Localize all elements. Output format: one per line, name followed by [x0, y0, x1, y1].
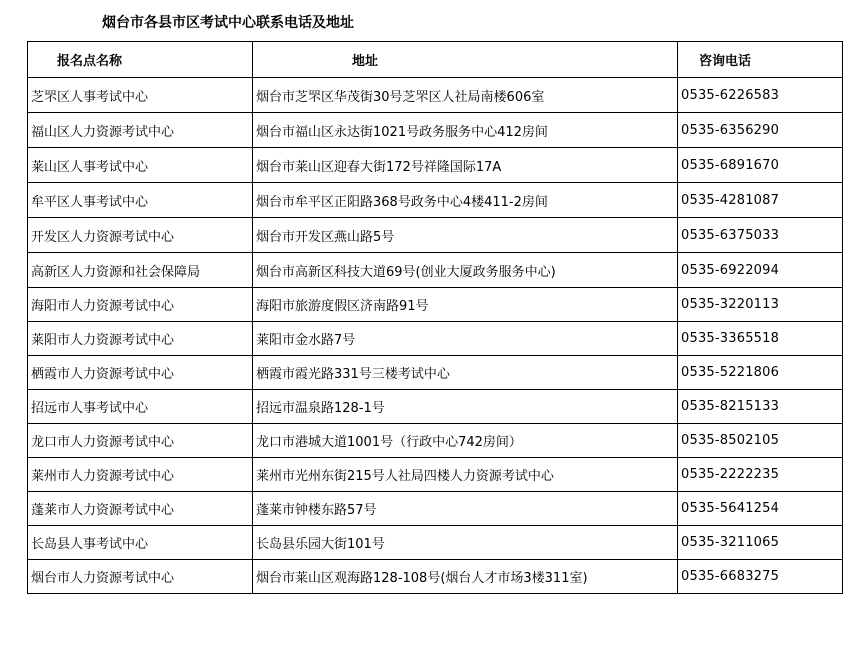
- address-cell: 烟台市芝罘区华茂街30号芝罘区人社局南楼606室: [253, 78, 678, 113]
- table-row: [28, 322, 843, 356]
- phone-cell: 0535-6891670: [678, 148, 843, 183]
- address-cell: 招远市温泉路128-1号: [253, 390, 678, 424]
- phone-cell: 0535-8215133: [678, 390, 843, 424]
- table-header-row: [28, 42, 843, 78]
- table-row: [28, 183, 843, 218]
- address-cell: 莱州市光州东街215号人社局四楼人力资源考试中心: [253, 458, 678, 492]
- address-cell: 烟台市莱山区观海路128-108号(烟台人才市场3楼311室): [253, 560, 678, 594]
- center-name-cell: 招远市人事考试中心: [28, 390, 253, 424]
- table-row: [28, 560, 843, 594]
- phone-cell: 0535-6922094: [678, 253, 843, 288]
- table-row: [28, 218, 843, 253]
- table-row: [28, 356, 843, 390]
- phone-cell: 0535-4281087: [678, 183, 843, 218]
- phone-cell: 0535-2222235: [678, 458, 843, 492]
- table-row: [28, 424, 843, 458]
- center-name-cell: 莱山区人事考试中心: [28, 148, 253, 183]
- address-cell: 栖霞市霞光路331号三楼考试中心: [253, 356, 678, 390]
- center-name-cell: 栖霞市人力资源考试中心: [28, 356, 253, 390]
- center-name-cell: 高新区人力资源和社会保障局: [28, 253, 253, 288]
- phone-cell: 0535-6683275: [678, 560, 843, 594]
- phone-cell: 0535-3211065: [678, 526, 843, 560]
- table-row: [28, 288, 843, 322]
- center-name-cell: 福山区人力资源考试中心: [28, 113, 253, 148]
- center-name-cell: 开发区人力资源考试中心: [28, 218, 253, 253]
- address-cell: 蓬莱市钟楼东路57号: [253, 492, 678, 526]
- table-row: [28, 148, 843, 183]
- phone-cell: 0535-6226583: [678, 78, 843, 113]
- contact-table: [27, 41, 843, 594]
- center-name-cell: 烟台市人力资源考试中心: [28, 560, 253, 594]
- phone-cell: 0535-3220113: [678, 288, 843, 322]
- address-cell: 龙口市港城大道1001号（行政中心742房间）: [253, 424, 678, 458]
- phone-cell: 0535-5221806: [678, 356, 843, 390]
- address-cell: 烟台市高新区科技大道69号(创业大厦政务服务中心): [253, 253, 678, 288]
- address-cell: 烟台市福山区永达街1021号政务服务中心412房间: [253, 113, 678, 148]
- address-cell: 长岛县乐园大街101号: [253, 526, 678, 560]
- table-row: [28, 458, 843, 492]
- center-name-cell: 海阳市人力资源考试中心: [28, 288, 253, 322]
- table-row: [28, 78, 843, 113]
- address-cell: 烟台市牟平区正阳路368号政务中心4楼411-2房间: [253, 183, 678, 218]
- center-name-cell: 龙口市人力资源考试中心: [28, 424, 253, 458]
- address-cell: 莱阳市金水路7号: [253, 322, 678, 356]
- table-row: [28, 113, 843, 148]
- column-header-phone: 咨询电话: [678, 42, 843, 78]
- phone-cell: 0535-6375033: [678, 218, 843, 253]
- center-name-cell: 莱阳市人力资源考试中心: [28, 322, 253, 356]
- table-row: [28, 253, 843, 288]
- center-name-cell: 芝罘区人事考试中心: [28, 78, 253, 113]
- center-name-cell: 蓬莱市人力资源考试中心: [28, 492, 253, 526]
- table-row: [28, 492, 843, 526]
- address-cell: 海阳市旅游度假区济南路91号: [253, 288, 678, 322]
- center-name-cell: 莱州市人力资源考试中心: [28, 458, 253, 492]
- column-header-name: 报名点名称: [28, 42, 253, 78]
- address-cell: 烟台市开发区燕山路5号: [253, 218, 678, 253]
- phone-cell: 0535-5641254: [678, 492, 843, 526]
- address-cell: 烟台市莱山区迎春大街172号祥隆国际17A: [253, 148, 678, 183]
- phone-cell: 0535-8502105: [678, 424, 843, 458]
- page-title: 烟台市各县市区考试中心联系电话及地址: [102, 15, 354, 31]
- table-row: [28, 390, 843, 424]
- center-name-cell: 牟平区人事考试中心: [28, 183, 253, 218]
- center-name-cell: 长岛县人事考试中心: [28, 526, 253, 560]
- column-header-address: 地址: [253, 42, 678, 78]
- phone-cell: 0535-6356290: [678, 113, 843, 148]
- phone-cell: 0535-3365518: [678, 322, 843, 356]
- table-row: [28, 526, 843, 560]
